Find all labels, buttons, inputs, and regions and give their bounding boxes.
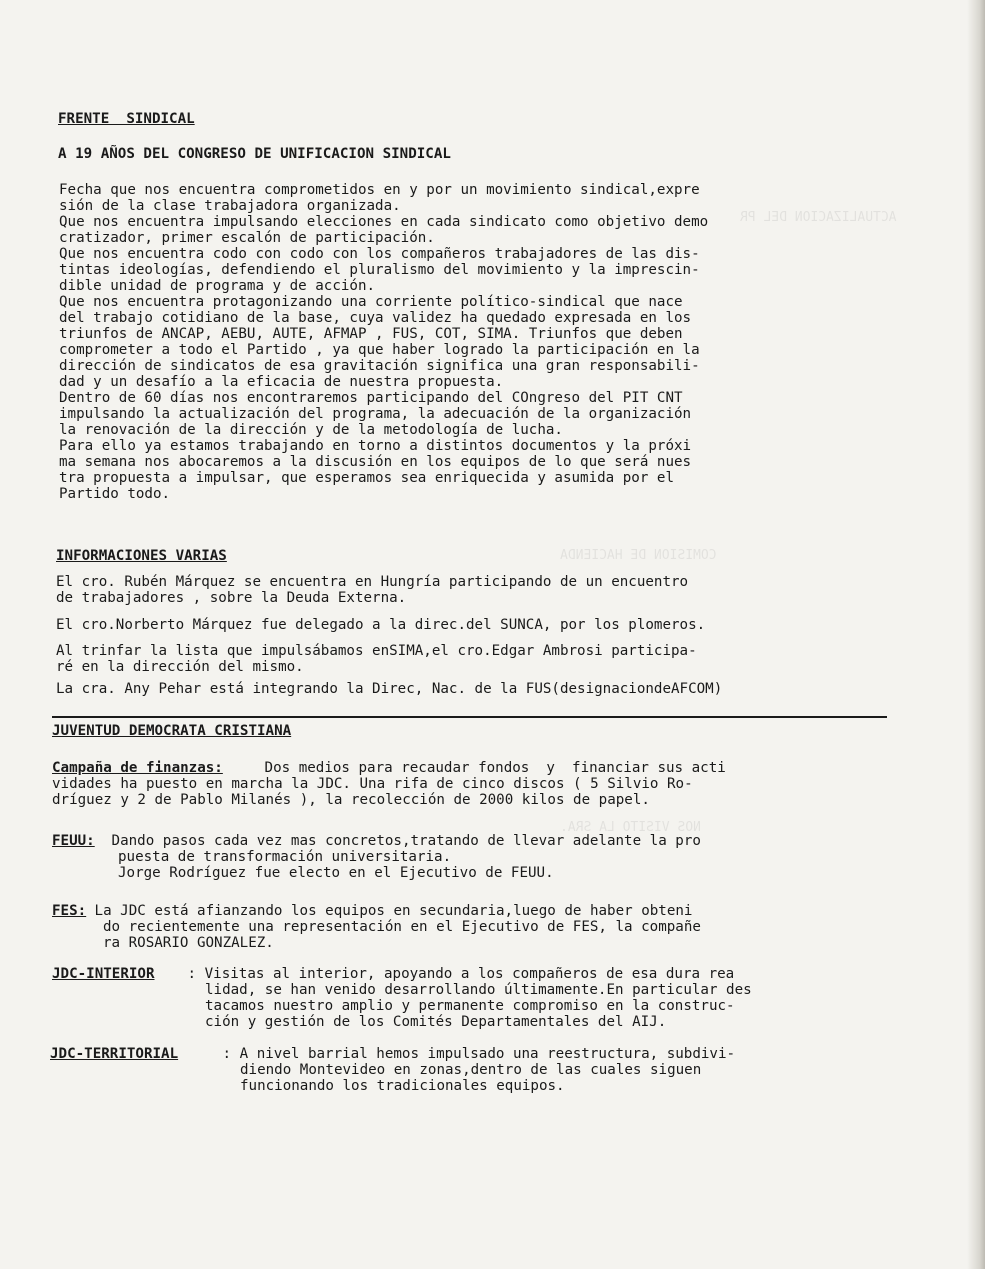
section-divider <box>52 716 887 718</box>
item-text-line: Dando pasos cada vez mas concretos,tratando de llevar adelante la pro <box>103 833 701 849</box>
frente-text-line: del trabajo cotidiano de la base, cuya validez ha quedado expresada en los <box>59 310 692 326</box>
frente-text-line: impulsando la actualización del programa, la adecuación de la organización <box>59 406 692 422</box>
item-text-line: : A nivel barrial hemos impulsado una reestructura, subdivi- <box>214 1046 736 1062</box>
item-text-line: ción y gestión de los Comités Departamentales del AIJ. <box>205 1014 667 1030</box>
section-heading-juventud: JUVENTUD DEMOCRATA CRISTIANA <box>52 723 292 739</box>
informaciones-text-line: La cra. Any Pehar está integrando la Direc, Nac. de la FUS(designaciondeAFCOM) <box>56 681 723 697</box>
item-label-fes: FES: <box>52 903 87 919</box>
item-label-jdc-territorial: JDC-TERRITORIAL <box>50 1046 179 1062</box>
item-label-feuu: FEUU: <box>52 833 95 849</box>
informaciones-text-line: de trabajadores , sobre la Deuda Externa. <box>56 590 407 606</box>
show-through-text: NOS VISITO LA SRA. <box>560 820 701 835</box>
item-text-line: funcionando los tradicionales equipos. <box>240 1078 565 1094</box>
item-text-line: Dos medios para recaudar fondos y financiar sus acti <box>256 760 726 776</box>
show-through-text: COMISION DE HACIENDA <box>560 548 717 563</box>
item-text-line: puesta de transformación universitaria. <box>118 849 452 865</box>
item-label-jdc-interior: JDC-INTERIOR <box>52 966 155 982</box>
frente-text-line: tintas ideologías, defendiendo el pluralismo del movimiento y la imprescin- <box>59 262 700 278</box>
frente-text-line: sión de la clase trabajadora organizada. <box>59 198 401 214</box>
frente-text-line: Que nos encuentra impulsando elecciones en cada sindicato como objetivo demo <box>59 214 709 230</box>
item-text-line: La JDC está afianzando los equipos en secundaria,luego de haber obteni <box>86 903 693 919</box>
item-text-line: lidad, se han venido desarrollando últimamente.En particular des <box>205 982 752 998</box>
frente-text-line: Que nos encuentra codo con codo con los compañeros trabajadores de las dis- <box>59 246 700 262</box>
frente-text-line: Dentro de 60 días nos encontraremos participando del COngreso del PIT CNT <box>59 390 683 406</box>
frente-text-line: comprometer a todo el Partido , ya que haber logrado la participación en la <box>59 342 700 358</box>
frente-text-line: cratizador, primer escalón de participación. <box>59 230 435 246</box>
item-text-line: ra ROSARIO GONZALEZ. <box>103 935 274 951</box>
informaciones-text-line: El cro. Rubén Márquez se encuentra en Hungría participando de un encuentro <box>56 574 689 590</box>
frente-subheading: A 19 AÑOS DEL CONGRESO DE UNIFICACION SINDICAL <box>58 146 451 162</box>
item-text-line: do recientemente una representación en el Ejecutivo de FES, la compañe <box>103 919 701 935</box>
item-label-campana-finanzas: Campaña de finanzas: <box>52 760 223 776</box>
frente-text-line: la renovación de la dirección y de la metodología de lucha. <box>59 422 563 438</box>
frente-text-line: triunfos de ANCAP, AEBU, AUTE, AFMAP , FUS, COT, SIMA. Triunfos que deben <box>59 326 683 342</box>
frente-text-line: Para ello ya estamos trabajando en torno a distintos documentos y la próxi <box>59 438 692 454</box>
frente-text-line: dirección de sindicatos de esa gravitación significa una gran responsabili- <box>59 358 700 374</box>
item-text-line: : Visitas al interior, apoyando a los compañeros de esa dura rea <box>179 966 735 982</box>
frente-text-line: tra propuesta a impulsar, que esperamos sea enriquecida y asumida por el <box>59 470 674 486</box>
show-through-text: ACTUALIZACION DEL PR <box>740 210 897 225</box>
frente-text-line: Que nos encuentra protagonizando una corriente político-sindical que nace <box>59 294 683 310</box>
informaciones-text-line: El cro.Norberto Márquez fue delegado a la direc.del SUNCA, por los plomeros. <box>56 617 706 633</box>
frente-text-line: dible unidad de programa y de acción. <box>59 278 376 294</box>
frente-text-line: dad y un desafío a la eficacia de nuestra propuesta. <box>59 374 504 390</box>
section-heading-informaciones: INFORMACIONES VARIAS <box>56 548 227 564</box>
frente-text-line: ma semana nos abocaremos a la discusión en los equipos de lo que será nues <box>59 454 692 470</box>
item-text-line: diendo Montevideo en zonas,dentro de las cuales siguen <box>240 1062 702 1078</box>
item-text-line: tacamos nuestro amplio y permanente compromiso en la construc- <box>205 998 735 1014</box>
frente-text-line: Partido todo. <box>59 486 171 502</box>
page-edge-shadow <box>967 0 985 1269</box>
item-text-line: vidades ha puesto en marcha la JDC. Una rifa de cinco discos ( 5 Silvio Ro- <box>52 776 693 792</box>
informaciones-text-line: Al trinfar la lista que impulsábamos enSIMA,el cro.Edgar Ambrosi participa- <box>56 643 697 659</box>
section-heading-frente-sindical: FRENTE SINDICAL <box>58 111 195 127</box>
informaciones-text-line: ré en la dirección del mismo. <box>56 659 304 675</box>
item-text-line: dríguez y 2 de Pablo Milanés ), la recolección de 2000 kilos de papel. <box>52 792 650 808</box>
item-text-line: Jorge Rodríguez fue electo en el Ejecutivo de FEUU. <box>118 865 554 881</box>
frente-text-line: Fecha que nos encuentra comprometidos en y por un movimiento sindical,expre <box>59 182 700 198</box>
